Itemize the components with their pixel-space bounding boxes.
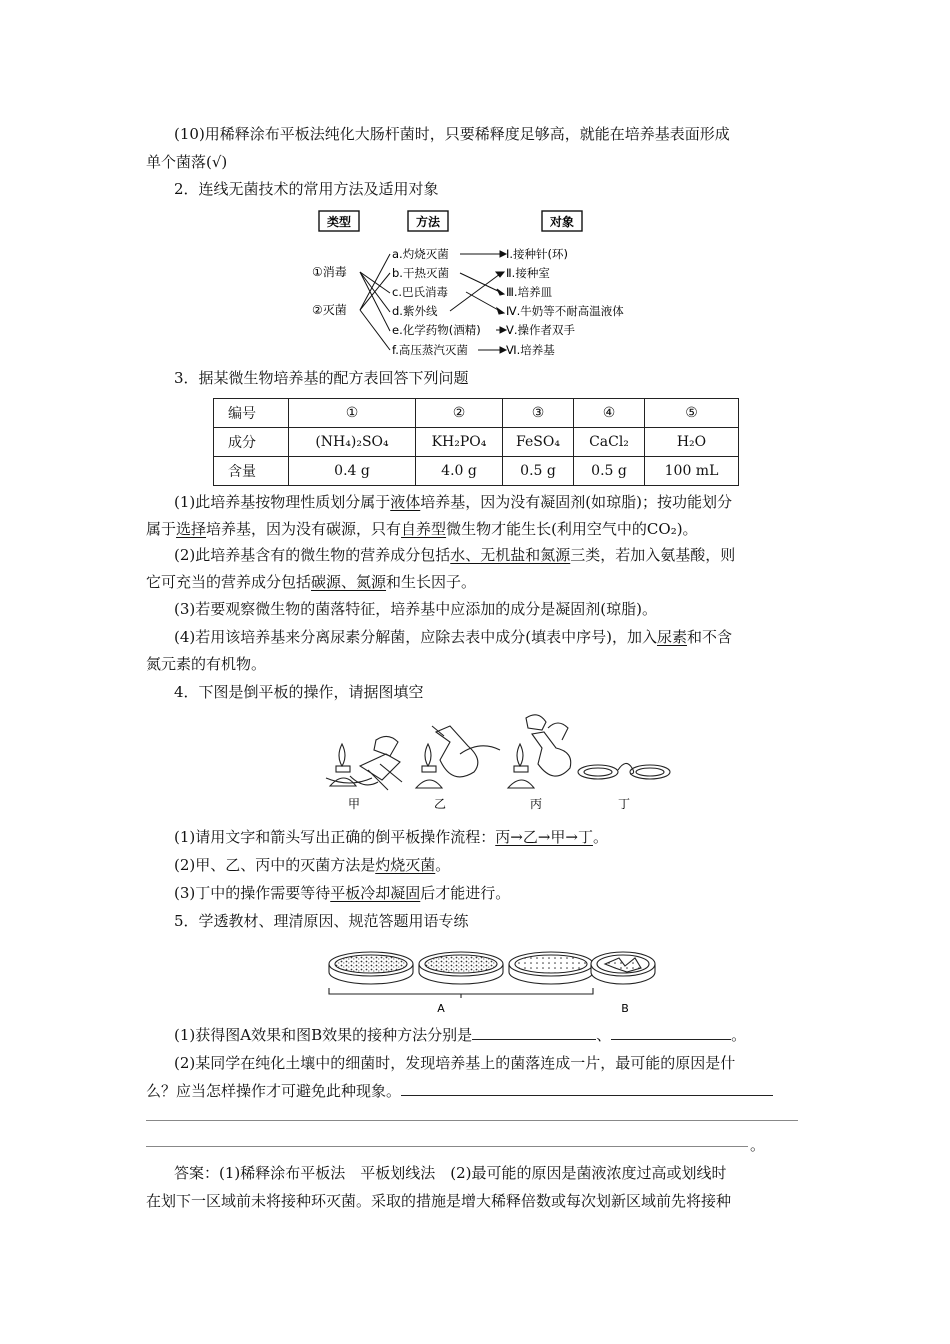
q5-p2-end: 。: [750, 1136, 766, 1154]
table-cell: ②: [416, 399, 503, 428]
q3-p1-line2: 属于选择培养基，因为没有碳源，只有自养型微生物才能生长(利用空气中的CO₂)。: [146, 520, 698, 538]
table-row: [214, 457, 739, 486]
petri-dish-icon: [630, 765, 670, 779]
q4-p1: (1)请用文字和箭头写出正确的倒平板操作流程：丙→乙→甲→丁。: [174, 828, 608, 846]
q5-p2-line2: 么？应当怎样操作才可避免此种现象。: [146, 1080, 773, 1102]
answer-blank-line1[interactable]: [401, 1081, 773, 1096]
q5-p1: (1)获得图A效果和图B效果的接种方法分别是 、 。: [174, 1026, 747, 1044]
lamp-icon: [416, 744, 442, 788]
sterilization-matching-diagram: [300, 206, 680, 366]
row-label-id: 编号: [214, 399, 289, 428]
method-object-lines: [450, 251, 506, 353]
answer-line1: 答案：(1)稀释涂布平板法 平板划线法 (2)最可能的原因是菌液浓度过高或划线时: [174, 1164, 727, 1182]
answer-pour-sequence: 丙→乙→甲→丁: [495, 828, 593, 846]
object-1: Ⅰ.接种针(环): [506, 247, 569, 261]
fig-label-bing: 丙: [529, 797, 543, 811]
q5-title: 5．学透教材、理清原因、规范答题用语专练: [174, 912, 469, 930]
petri-dish-icon: [591, 952, 655, 984]
q3-title: 3．据某微生物培养基的配方表回答下列问题: [174, 369, 469, 387]
flask-icon: [436, 726, 478, 777]
table-cell: KH₂PO₄: [416, 428, 503, 457]
method-d: d.紫外线: [392, 304, 438, 318]
q4-p2: (2)甲、乙、丙中的灭菌方法是灼烧灭菌。: [174, 856, 451, 874]
q2-title: 2．连线无菌技术的常用方法及适用对象: [174, 180, 439, 198]
petri-dish-icon: [419, 952, 503, 984]
answer-blank-line2[interactable]: [146, 1120, 798, 1121]
table-cell: FeSO₄: [503, 428, 574, 457]
table-cell: 0.5 g: [503, 457, 574, 486]
type-method-lines: [360, 254, 390, 350]
method-a: a.灼烧灭菌: [392, 247, 449, 261]
row-label-ingredient: 成分: [214, 428, 289, 457]
petri-dish-icon: [509, 952, 593, 984]
answer-carbon-nitrogen: 碳源、氮源: [311, 573, 387, 591]
answer-autotroph: 自养型: [401, 520, 447, 538]
method-e: e.化学药物(酒精): [392, 323, 481, 337]
flask-icon: [532, 732, 571, 776]
table-cell: 0.4 g: [289, 457, 416, 486]
table-cell: ④: [574, 399, 645, 428]
answer-blank-b[interactable]: [611, 1025, 731, 1040]
type-disinfection: ①消毒: [312, 265, 347, 279]
header-method: 方法: [415, 215, 441, 229]
table-cell: CaCl₂: [574, 428, 645, 457]
fig-label-ding: 丁: [617, 797, 631, 811]
table-cell: ①: [289, 399, 416, 428]
medium-recipe-table: [213, 398, 739, 486]
q3-p4-line2: 氮元素的有机物。: [146, 655, 267, 673]
q4-p3: (3)丁中的操作需要等待平板冷却凝固后才能进行。: [174, 884, 511, 902]
petri-dish-icon: [329, 952, 413, 984]
table-cell: ⑤: [645, 399, 739, 428]
lamp-icon: [330, 744, 356, 786]
method-b: b.干热灭菌: [392, 266, 449, 280]
table-cell: H₂O: [645, 428, 739, 457]
colony-plates-figure: [325, 936, 670, 1020]
q1-10-line2: 单个菌落(√): [146, 153, 228, 171]
answer-liquid: 液体: [390, 493, 421, 511]
q1-10-line1: (10)用稀释涂布平板法纯化大肠杆菌时，只要稀释度足够高，就能在培养基表面形成: [174, 125, 730, 143]
answer-plate-solidify: 平板冷却凝固: [330, 884, 421, 902]
table-row: [214, 428, 739, 457]
q3-p2-line2: 它可充当的营养成分包括碳源、氮源和生长因子。: [146, 573, 477, 591]
object-3: Ⅲ.培养皿: [506, 285, 553, 299]
q5-p2-line1: (2)某同学在纯化土壤中的细菌时，发现培养基上的菌落连成一片，最可能的原因是什: [174, 1054, 736, 1072]
row-label-amount: 含量: [214, 457, 289, 486]
answer-line2: 在划下一区域前未将接种环灭菌。采取的措施是增大稀释倍数或每次划新区域前先将接种: [146, 1192, 732, 1210]
petri-dish-icon: [578, 765, 618, 779]
type-sterilization: ②灭菌: [312, 303, 347, 317]
fig-label-a: A: [437, 1002, 445, 1015]
answer-flame-sterilization: 灼烧灭菌: [375, 856, 436, 874]
table-row: [214, 399, 739, 428]
method-f: f.高压蒸汽灭菌: [392, 343, 468, 357]
header-type: 类型: [326, 215, 352, 229]
pour-plate-figure: [320, 706, 680, 816]
answer-blank-line3[interactable]: [146, 1146, 748, 1147]
fig-label-jia: 甲: [347, 797, 361, 811]
q3-p1-line1: (1)此培养基按物理性质划分属于液体培养基，因为没有凝固剂(如琼脂)；按功能划分: [174, 493, 732, 511]
table-cell: (NH₄)₂SO₄: [289, 428, 416, 457]
answer-nutrients: 水、无机盐和氮源: [450, 546, 571, 564]
table-cell: 100 mL: [645, 457, 739, 486]
fig-label-b: B: [621, 1002, 629, 1015]
answer-blank-a[interactable]: [472, 1025, 596, 1040]
answer-selective: 选择: [176, 520, 207, 538]
object-5: Ⅴ.操作者双手: [506, 323, 576, 337]
q3-p2-line1: (2)此培养基含有的微生物的营养成分包括水、无机盐和氮源三类，若加入氨基酸，则: [174, 546, 736, 564]
table-cell: 4.0 g: [416, 457, 503, 486]
table-cell: ③: [503, 399, 574, 428]
fig-label-yi: 乙: [433, 797, 447, 811]
header-object: 对象: [549, 215, 575, 229]
object-2: Ⅱ.接种室: [506, 266, 550, 280]
q3-p3: (3)若要观察微生物的菌落特征，培养基中应添加的成分是凝固剂(琼脂)。: [174, 600, 657, 618]
lamp-icon: [508, 744, 534, 788]
object-4: Ⅳ.牛奶等不耐高温液体: [506, 304, 624, 318]
q4-title: 4．下图是倒平板的操作，请据图填空: [174, 683, 424, 701]
object-6: Ⅵ.培养基: [506, 343, 555, 357]
method-c: c.巴氏消毒: [392, 285, 448, 299]
q3-p4-line1: (4)若用该培养基来分离尿素分解菌，应除去表中成分(填表中序号)，加入尿素和不含: [174, 628, 732, 646]
answer-urea: 尿素: [656, 628, 687, 646]
table-cell: 0.5 g: [574, 457, 645, 486]
